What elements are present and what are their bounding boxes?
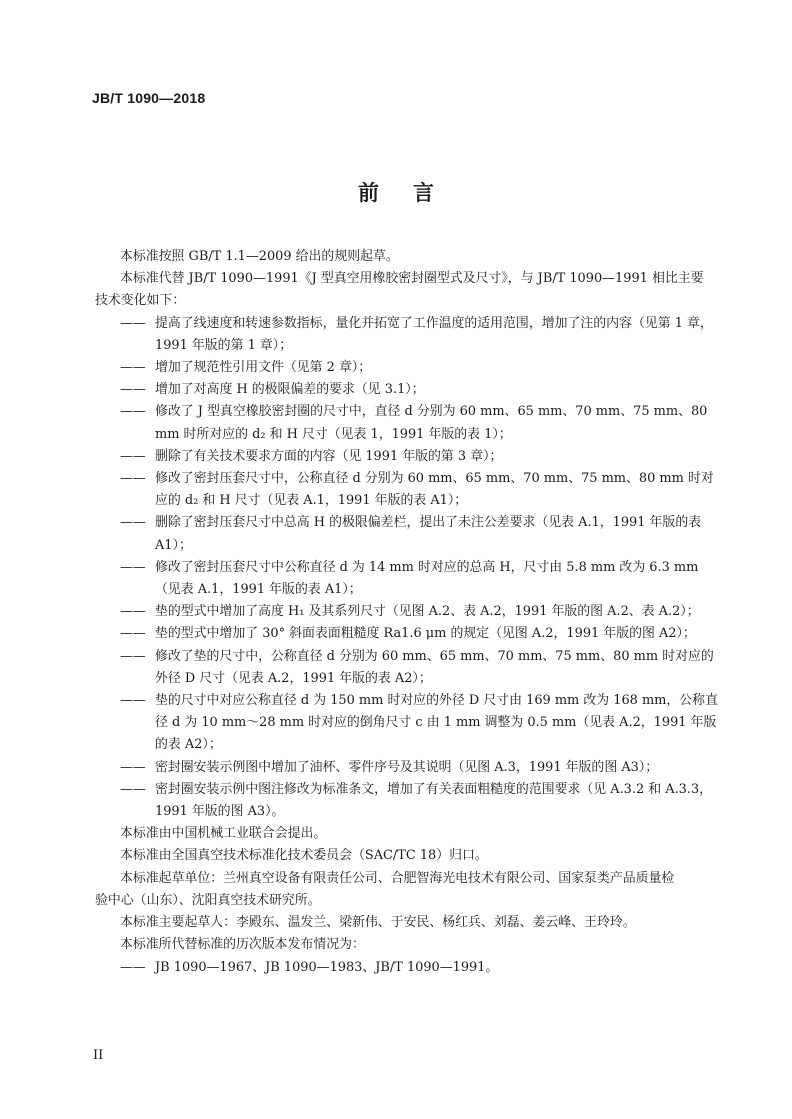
list-item: —— 修改了垫的尺寸中，公称直径 d 分别为 60 mm、65 mm、70 mm、75 mm、80 mm 时对应的外径 D 尺寸（见表 A.2，1991 年版的表 A2）； — [120, 648, 714, 686]
paragraph-replaces: 本标准代替 JB/T 1090—1991《J 型真空用橡胶密封圈型式及尺寸》，与 JB/T 1090—1991 相比主要 — [120, 271, 704, 287]
list-item: —— 垫的尺寸中对应公称直径 d 为 150 mm 时对应的外径 D 尺寸由 169 mm 改为 168 mm，公称直径 d 为 10 mm～28 mm 时对应的倒角尺寸 c 由 1 mm 调整为 0.5 mm（见表 A.2，1991 年版的表 A2）； — [120, 693, 718, 753]
list-item: —— 增加了对高度 H 的极限偏差的要求（见 3.1）； — [120, 382, 425, 398]
paragraph-drafting-units: 本标准起草单位：兰州真空设备有限责任公司、合肥智海光电技术有限公司、国家泵类产品质量检 — [120, 870, 675, 886]
list-item: —— 垫的型式中增加了高度 H₁ 及其系列尺寸（见图 A.2、表 A.2，1991 年版的图 A.2、表 A.2）； — [120, 604, 700, 620]
list-item: —— 删除了有关技术要求方面的内容（见 1991 年版的第 3 章）； — [120, 448, 503, 464]
list-item: —— 垫的型式中增加了 30° 斜面表面粗糙度 Ra1.6 μm 的规定（见图 A.2，1991 年版的图 A2）； — [120, 626, 696, 642]
standard-code: JB/T 1090—2018 — [92, 90, 206, 106]
list-item: —— 增加了规范性引用文件（见第 2 章）； — [120, 360, 372, 376]
document-body — [95, 246, 724, 979]
list-item-history: —— JB 1090—1967、JB 1090—1983、JB/T 1090—1991。 — [120, 959, 499, 975]
paragraph-drafting-units-cont: 验中心（山东）、沈阳真空技术研究所。 — [95, 892, 321, 908]
list-item: —— 密封圈安装示例图中增加了油杯、零件序号及其说明（见图 A.3，1991 年版的图 A3）； — [120, 759, 659, 775]
page-number: II — [93, 1048, 104, 1063]
paragraph-tc: 本标准由全国真空技术标准化技术委员会（SAC/TC 18）归口。 — [120, 848, 488, 864]
paragraph-proposer: 本标准由中国机械工业联合会提出。 — [120, 826, 327, 842]
paragraph-replaces-cont: 技术变化如下： — [95, 293, 186, 309]
list-item: —— 删除了密封压套尺寸中总高 H 的极限偏差栏，提出了未注公差要求（见表 A.1，1991 年版的表 A1）； — [120, 515, 702, 553]
paragraph-drafters: 本标准主要起草人：李殿东、温发兰、梁新伟、于安民、杨红兵、刘磊、姜云峰、王玲玲。 — [120, 915, 636, 931]
paragraph-drafting-rules: 本标准按照 GB/T 1.1—2009 给出的规则起草。 — [120, 249, 399, 264]
list-item: —— 提高了线速度和转速参数指标，量化并拓宽了工作温度的适用范围，增加了注的内容（见第 1 章，1991 年版的第 1 章）； — [120, 315, 713, 353]
list-item: —— 修改了密封压套尺寸中，公称直径 d 分别为 60 mm、65 mm、70 mm、75 mm、80 mm 时对应的 d₂ 和 H 尺寸（见表 A.1，1991 年版的表 A1）； — [120, 471, 714, 509]
list-item: —— 密封圈安装示例中图注修改为标准条文，增加了有关表面粗糙度的范围要求（见 A.3.2 和 A.3.3，1991 年版的图 A3）。 — [120, 781, 713, 820]
page-title: 前言 — [358, 181, 468, 205]
list-item: —— 修改了 J 型真空橡胶密封圈的尺寸中，直径 d 分别为 60 mm、65 mm、70 mm、75 mm、80 mm 时所对应的 d₂ 和 H 尺寸（见表 1，1991 年版的表 1）； — [120, 404, 708, 442]
list-item: —— 修改了密封压套尺寸中公称直径 d 为 14 mm 时对应的总高 H，尺寸由 5.8 mm 改为 6.3 mm（见表 A.1，1991 年版的表 A1）； — [120, 559, 699, 598]
paragraph-history-intro: 本标准所代替标准的历次版本发布情况为： — [120, 937, 365, 953]
